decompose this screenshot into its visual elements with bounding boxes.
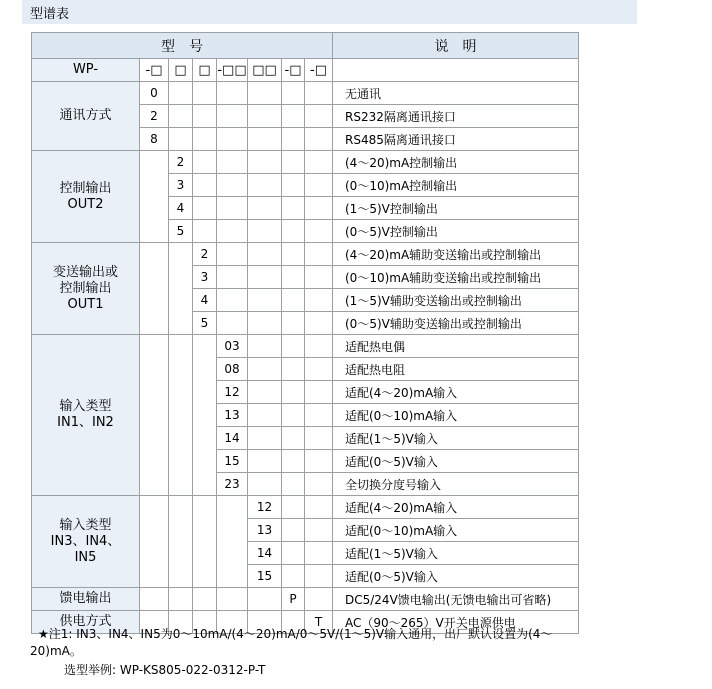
empty-cell (282, 174, 305, 197)
section-label-line: 变送输出或 (52, 264, 118, 280)
description-cell: (1～5)V控制输出 (333, 197, 579, 220)
model-spectrum-table (31, 32, 579, 634)
code-cell: 2 (169, 151, 193, 174)
empty-cell (193, 82, 217, 105)
model-box-cell-5: -□ (282, 59, 305, 82)
section-label-0 (32, 82, 140, 151)
empty-cell (305, 542, 333, 565)
empty-cell (305, 473, 333, 496)
description-cell: (0～10)mA控制输出 (333, 174, 579, 197)
empty-cell (305, 358, 333, 381)
model-box-cell-2: □ (193, 59, 217, 82)
code-cell: 8 (140, 128, 169, 151)
empty-cell (217, 243, 248, 266)
description-cell: 适配(1～5)V输入 (333, 542, 579, 565)
description-cell (333, 59, 579, 82)
section-label-line: 输入类型 (59, 517, 112, 533)
empty-cell (305, 427, 333, 450)
code-cell: P (282, 588, 305, 611)
code-cell: T (305, 611, 333, 634)
table-row (32, 151, 579, 174)
empty-cell (282, 565, 305, 588)
empty-cell (305, 220, 333, 243)
section-label-line: IN3、IN4、 (50, 533, 121, 549)
empty-cell (248, 427, 282, 450)
code-cell: 12 (217, 381, 248, 404)
code-cell: 3 (193, 266, 217, 289)
title-band (22, 0, 637, 24)
empty-cell (248, 220, 282, 243)
section-label-line: 通讯方式 (59, 108, 112, 123)
empty-cell (248, 289, 282, 312)
empty-cell (217, 312, 248, 335)
description-cell: DC5/24V馈电输出(无馈电输出可省略) (333, 588, 579, 611)
empty-merged-cell (169, 243, 193, 335)
empty-cell (305, 128, 333, 151)
empty-merged-cell (140, 335, 169, 496)
description-cell: 全切换分度号输入 (333, 473, 579, 496)
code-cell: 03 (217, 335, 248, 358)
empty-cell (248, 105, 282, 128)
empty-merged-cell (193, 496, 217, 588)
empty-cell (248, 243, 282, 266)
empty-cell (248, 450, 282, 473)
empty-cell (217, 128, 248, 151)
description-cell: 适配(4～20)mA输入 (333, 381, 579, 404)
empty-cell (305, 174, 333, 197)
empty-cell (282, 312, 305, 335)
empty-merged-cell (140, 496, 169, 588)
empty-cell (305, 243, 333, 266)
empty-cell (305, 335, 333, 358)
section-label-line: 控制输出 (59, 180, 112, 196)
empty-cell (169, 128, 193, 151)
code-cell: 14 (217, 427, 248, 450)
empty-cell (193, 128, 217, 151)
empty-cell (282, 473, 305, 496)
empty-cell (169, 82, 193, 105)
model-prefix-row (32, 59, 579, 82)
description-cell: 适配(1～5)V输入 (333, 427, 579, 450)
empty-merged-cell (169, 588, 193, 611)
code-cell: 15 (248, 565, 282, 588)
section-label-line: OUT2 (67, 196, 104, 212)
empty-cell (248, 197, 282, 220)
empty-cell (248, 335, 282, 358)
section-label-line: IN1、IN2 (57, 415, 114, 430)
section-label-line: 馈电输出 (59, 591, 112, 606)
empty-cell (217, 266, 248, 289)
model-box-cell-3: -□□ (217, 59, 248, 82)
model-prefix: WP- (32, 59, 140, 82)
empty-merged-cell (140, 243, 169, 335)
code-cell: 3 (169, 174, 193, 197)
empty-merged-cell (193, 335, 217, 496)
table-row (32, 82, 579, 105)
model-box-cell-1: □ (169, 59, 193, 82)
model-box-cell-0: -□ (140, 59, 169, 82)
code-cell: 23 (217, 473, 248, 496)
note-1-line-1: ★注1: IN3、IN4、IN5为0～10mA/(4～20)mA/0～5V/(1～5)V输入通用，出厂默认设置为(4～ (38, 627, 553, 641)
empty-cell (282, 358, 305, 381)
empty-cell (305, 312, 333, 335)
empty-merged-cell (248, 588, 282, 611)
section-label-line: IN5 (74, 549, 97, 565)
empty-cell (248, 128, 282, 151)
description-cell: 适配(4～20)mA输入 (333, 496, 579, 519)
empty-cell (282, 404, 305, 427)
empty-cell (282, 243, 305, 266)
empty-cell (305, 105, 333, 128)
model-column-header: 型 号 (32, 33, 333, 59)
empty-cell (248, 151, 282, 174)
table-row (32, 335, 579, 358)
code-cell: 5 (169, 220, 193, 243)
empty-cell (282, 542, 305, 565)
code-cell: 15 (217, 450, 248, 473)
empty-cell (305, 151, 333, 174)
section-label-4 (32, 496, 140, 588)
empty-merged-cell (217, 588, 248, 611)
description-cell: 适配(0～10)mA输入 (333, 519, 579, 542)
code-cell: 0 (140, 82, 169, 105)
table-row (32, 243, 579, 266)
empty-merged-cell (140, 151, 169, 243)
empty-cell (282, 335, 305, 358)
description-cell: (1～5)V辅助变送输出或控制输出 (333, 289, 579, 312)
empty-cell (217, 220, 248, 243)
empty-cell (217, 289, 248, 312)
footnotes (30, 626, 690, 679)
code-cell: 08 (217, 358, 248, 381)
description-cell: 无通讯 (333, 82, 579, 105)
note-1-line-2: 20)mA。 (30, 644, 82, 658)
code-cell: 5 (193, 312, 217, 335)
empty-cell (282, 151, 305, 174)
code-cell: 2 (193, 243, 217, 266)
empty-cell (305, 82, 333, 105)
empty-cell (248, 358, 282, 381)
empty-cell (305, 289, 333, 312)
empty-cell (305, 519, 333, 542)
empty-cell (282, 82, 305, 105)
empty-cell (248, 381, 282, 404)
description-cell: (4～20)mA控制输出 (333, 151, 579, 174)
empty-cell (248, 174, 282, 197)
description-column-header: 说 明 (333, 33, 579, 59)
section-label-2 (32, 243, 140, 335)
empty-cell (193, 220, 217, 243)
description-cell: RS485隔离通讯接口 (333, 128, 579, 151)
empty-cell (305, 450, 333, 473)
empty-cell (282, 519, 305, 542)
empty-cell (282, 105, 305, 128)
empty-cell (305, 496, 333, 519)
empty-cell (193, 105, 217, 128)
empty-cell (193, 197, 217, 220)
empty-cell (217, 197, 248, 220)
empty-cell (193, 151, 217, 174)
empty-merged-cell (169, 335, 193, 496)
section-label-5 (32, 588, 140, 611)
section-label-1 (32, 151, 140, 243)
empty-cell (217, 105, 248, 128)
empty-cell (305, 588, 333, 611)
empty-cell (305, 266, 333, 289)
empty-cell (282, 128, 305, 151)
empty-cell (248, 82, 282, 105)
code-cell: 4 (193, 289, 217, 312)
description-cell: (0～5)V辅助变送输出或控制输出 (333, 312, 579, 335)
code-cell: 14 (248, 542, 282, 565)
empty-cell (282, 289, 305, 312)
section-label-line: 供电方式 (59, 614, 112, 629)
empty-cell (282, 197, 305, 220)
code-cell: 13 (217, 404, 248, 427)
table-row (32, 588, 579, 611)
description-cell: (4～20)mA辅助变送输出或控制输出 (333, 243, 579, 266)
empty-merged-cell (169, 496, 193, 588)
empty-merged-cell (140, 588, 169, 611)
empty-merged-cell (217, 496, 248, 588)
empty-cell (282, 381, 305, 404)
table-row (32, 496, 579, 519)
empty-cell (282, 496, 305, 519)
empty-cell (248, 404, 282, 427)
empty-cell (217, 151, 248, 174)
description-cell: RS232隔离通讯接口 (333, 105, 579, 128)
code-cell: 2 (140, 105, 169, 128)
empty-cell (282, 450, 305, 473)
description-cell: 适配热电阻 (333, 358, 579, 381)
empty-cell (169, 105, 193, 128)
page-title: 型谱表 (30, 6, 70, 22)
empty-cell (217, 82, 248, 105)
code-cell: 4 (169, 197, 193, 220)
description-cell: 适配(0～5)V输入 (333, 450, 579, 473)
description-cell: AC（90～265）V开关电源供电 (333, 611, 579, 634)
empty-merged-cell (193, 588, 217, 611)
section-label-line: 控制输出 (59, 280, 112, 296)
empty-cell (248, 266, 282, 289)
model-box-cell-4: □□ (248, 59, 282, 82)
section-label-line: OUT1 (67, 296, 104, 312)
section-label-line: 输入类型 (59, 399, 112, 414)
empty-cell (305, 197, 333, 220)
description-cell: 适配(0～10)mA输入 (333, 404, 579, 427)
empty-cell (217, 174, 248, 197)
empty-cell (282, 220, 305, 243)
model-table-wrap (31, 32, 579, 634)
model-box-cell-6: -□ (305, 59, 333, 82)
empty-cell (282, 266, 305, 289)
empty-cell (248, 473, 282, 496)
code-cell: 12 (248, 496, 282, 519)
description-cell: (0～10)mA辅助变送输出或控制输出 (333, 266, 579, 289)
empty-cell (193, 174, 217, 197)
description-cell: 适配热电偶 (333, 335, 579, 358)
empty-cell (248, 312, 282, 335)
empty-cell (305, 565, 333, 588)
empty-cell (305, 381, 333, 404)
description-cell: 适配(0～5)V输入 (333, 565, 579, 588)
section-label-3 (32, 335, 140, 496)
description-cell: (0～5)V控制输出 (333, 220, 579, 243)
empty-cell (282, 427, 305, 450)
code-cell: 13 (248, 519, 282, 542)
ordering-example: 选型举例: WP-KS805-022-0312-P-T (64, 663, 266, 677)
table-header-row (32, 33, 579, 59)
empty-cell (305, 404, 333, 427)
